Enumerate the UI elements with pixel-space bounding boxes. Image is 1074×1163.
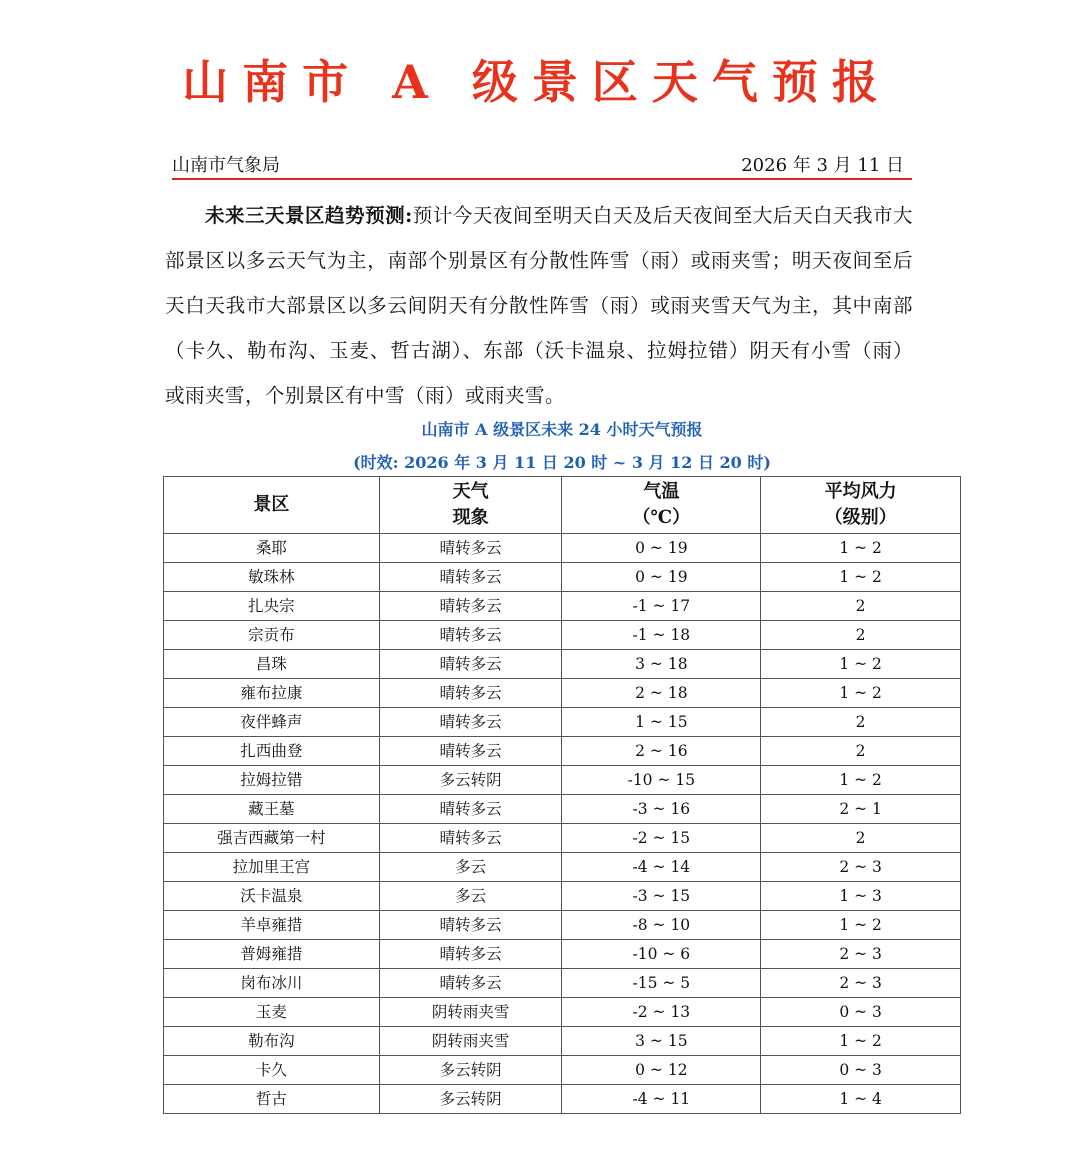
table-row — [164, 998, 961, 1027]
scenic-area-cell: 夜伴蜂声 — [164, 708, 380, 737]
wind-cell: 2 ~ 3 — [761, 853, 961, 882]
header-scenic-area-label: 景区 — [253, 494, 290, 515]
scenic-area-cell: 桑耶 — [164, 534, 380, 563]
table-row — [164, 621, 961, 650]
weather-cell: 阴转雨夹雪 — [379, 1027, 562, 1056]
wind-cell: 2 — [761, 708, 961, 737]
table-row — [164, 592, 961, 621]
table-row — [164, 563, 961, 592]
weather-cell: 晴转多云 — [379, 679, 562, 708]
scenic-area-cell: 扎西曲登 — [164, 737, 380, 766]
table-row — [164, 534, 961, 563]
temperature-cell: -2 ~ 15 — [562, 824, 761, 853]
wind-cell: 2 — [761, 737, 961, 766]
temperature-cell: -10 ~ 6 — [562, 940, 761, 969]
header-wind — [761, 477, 961, 534]
header-weather-line1: 天气 — [452, 481, 489, 502]
weather-cell: 多云转阴 — [379, 1056, 562, 1085]
table-row — [164, 679, 961, 708]
table-title: 山南市 A 级景区未来 24 小时天气预报 — [421, 420, 703, 439]
header-weather-line2: 现象 — [452, 507, 489, 528]
wind-cell: 1 ~ 2 — [761, 534, 961, 563]
table-row — [164, 940, 961, 969]
table-row — [164, 882, 961, 911]
wind-cell: 1 ~ 2 — [761, 650, 961, 679]
wind-cell: 2 ~ 3 — [761, 969, 961, 998]
header-divider — [172, 178, 912, 180]
weather-cell: 晴转多云 — [379, 534, 562, 563]
header-temperature-line1: 气温 — [643, 481, 680, 502]
table-row — [164, 853, 961, 882]
scenic-area-cell: 羊卓雍措 — [164, 911, 380, 940]
scenic-area-cell: 昌珠 — [164, 650, 380, 679]
scenic-area-cell: 藏王墓 — [164, 795, 380, 824]
header-temperature-line2: （℃） — [632, 507, 691, 528]
temperature-cell: -1 ~ 18 — [562, 621, 761, 650]
temperature-cell: -4 ~ 11 — [562, 1085, 761, 1114]
wind-cell: 1 ~ 2 — [761, 563, 961, 592]
table-row — [164, 766, 961, 795]
weather-cell: 阴转雨夹雪 — [379, 998, 562, 1027]
header-wind-line2: （级别） — [824, 507, 897, 528]
wind-cell: 1 ~ 4 — [761, 1085, 961, 1114]
weather-cell: 晴转多云 — [379, 940, 562, 969]
wind-cell: 2 — [761, 621, 961, 650]
temperature-cell: 2 ~ 16 — [562, 737, 761, 766]
issuer-date-row — [172, 152, 912, 180]
weather-cell: 晴转多云 — [379, 650, 562, 679]
forecast-table — [163, 476, 961, 1114]
table-header-row — [164, 477, 961, 534]
wind-cell: 2 ~ 3 — [761, 940, 961, 969]
header-temperature — [562, 477, 761, 534]
temperature-cell: 1 ~ 15 — [562, 708, 761, 737]
document-title: 山南市 A 级景区天气预报 — [182, 55, 892, 109]
weather-cell: 晴转多云 — [379, 621, 562, 650]
wind-cell: 1 ~ 2 — [761, 766, 961, 795]
forecast-table-body — [164, 534, 961, 1114]
header-wind-line1: 平均风力 — [824, 481, 897, 502]
table-row — [164, 911, 961, 940]
wind-cell: 1 ~ 3 — [761, 882, 961, 911]
table-row — [164, 1085, 961, 1114]
wind-cell: 0 ~ 3 — [761, 1056, 961, 1085]
table-row — [164, 795, 961, 824]
table-subtitle: (时效: 2026 年 3 月 11 日 20 时 ~ 3 月 12 日 20 时) — [353, 453, 771, 472]
wind-cell: 1 ~ 2 — [761, 679, 961, 708]
temperature-cell: -10 ~ 15 — [562, 766, 761, 795]
table-row — [164, 969, 961, 998]
temperature-cell: 3 ~ 15 — [562, 1027, 761, 1056]
scenic-area-cell: 拉加里王宫 — [164, 853, 380, 882]
wind-cell: 0 ~ 3 — [761, 998, 961, 1027]
table-row — [164, 737, 961, 766]
weather-cell: 晴转多云 — [379, 592, 562, 621]
summary-lead: 未来三天景区趋势预测: — [205, 204, 413, 227]
weather-cell: 多云转阴 — [379, 1085, 562, 1114]
weather-cell: 多云 — [379, 853, 562, 882]
temperature-cell: 2 ~ 18 — [562, 679, 761, 708]
table-row — [164, 824, 961, 853]
weather-cell: 晴转多云 — [379, 824, 562, 853]
scenic-area-cell: 拉姆拉错 — [164, 766, 380, 795]
temperature-cell: 3 ~ 18 — [562, 650, 761, 679]
temperature-cell: -2 ~ 13 — [562, 998, 761, 1027]
scenic-area-cell: 沃卡温泉 — [164, 882, 380, 911]
temperature-cell: -3 ~ 16 — [562, 795, 761, 824]
temperature-cell: 0 ~ 19 — [562, 534, 761, 563]
table-row — [164, 1027, 961, 1056]
scenic-area-cell: 岗布冰川 — [164, 969, 380, 998]
wind-cell: 2 ~ 1 — [761, 795, 961, 824]
scenic-area-cell: 勒布沟 — [164, 1027, 380, 1056]
summary-text: 预计今天夜间至明天白天及后天夜间至大后天白天我市大部景区以多云天气为主，南部个别景区有分散性阵雪（雨）或雨夹雪；明天夜间至后天白天我市大部景区以多云间阴天有分散性阵雪（雨）或雨夹雪天气为主，其中南部（卡久、勒布沟、玉麦、哲古湖）、东部（沃卡温泉、拉姆拉错）阴天有小雪（雨）或雨夹雪，个别景区有中雪（雨）或雨夹雪。 — [165, 204, 913, 407]
temperature-cell: -8 ~ 10 — [562, 911, 761, 940]
weather-cell: 晴转多云 — [379, 708, 562, 737]
weather-cell: 晴转多云 — [379, 969, 562, 998]
weather-cell: 晴转多云 — [379, 737, 562, 766]
weather-cell: 多云 — [379, 882, 562, 911]
wind-cell: 1 ~ 2 — [761, 911, 961, 940]
scenic-area-cell: 敏珠林 — [164, 563, 380, 592]
table-row — [164, 650, 961, 679]
wind-cell: 1 ~ 2 — [761, 1027, 961, 1056]
issuer-name: 山南市气象局 — [172, 155, 280, 176]
weather-cell: 晴转多云 — [379, 911, 562, 940]
table-row — [164, 1056, 961, 1085]
table-row — [164, 708, 961, 737]
forecast-summary — [165, 193, 913, 418]
temperature-cell: -3 ~ 15 — [562, 882, 761, 911]
scenic-area-cell: 普姆雍措 — [164, 940, 380, 969]
scenic-area-cell: 雍布拉康 — [164, 679, 380, 708]
wind-cell: 2 — [761, 592, 961, 621]
issue-date: 2026 年 3 月 11 日 — [741, 155, 904, 176]
weather-cell: 晴转多云 — [379, 795, 562, 824]
scenic-area-cell: 宗贡布 — [164, 621, 380, 650]
temperature-cell: -1 ~ 17 — [562, 592, 761, 621]
header-weather — [379, 477, 562, 534]
header-scenic-area — [164, 477, 380, 534]
scenic-area-cell: 强吉西藏第一村 — [164, 824, 380, 853]
wind-cell: 2 — [761, 824, 961, 853]
scenic-area-cell: 扎央宗 — [164, 592, 380, 621]
temperature-cell: 0 ~ 12 — [562, 1056, 761, 1085]
weather-cell: 多云转阴 — [379, 766, 562, 795]
weather-cell: 晴转多云 — [379, 563, 562, 592]
temperature-cell: -15 ~ 5 — [562, 969, 761, 998]
temperature-cell: -4 ~ 14 — [562, 853, 761, 882]
temperature-cell: 0 ~ 19 — [562, 563, 761, 592]
scenic-area-cell: 哲古 — [164, 1085, 380, 1114]
scenic-area-cell: 卡久 — [164, 1056, 380, 1085]
scenic-area-cell: 玉麦 — [164, 998, 380, 1027]
